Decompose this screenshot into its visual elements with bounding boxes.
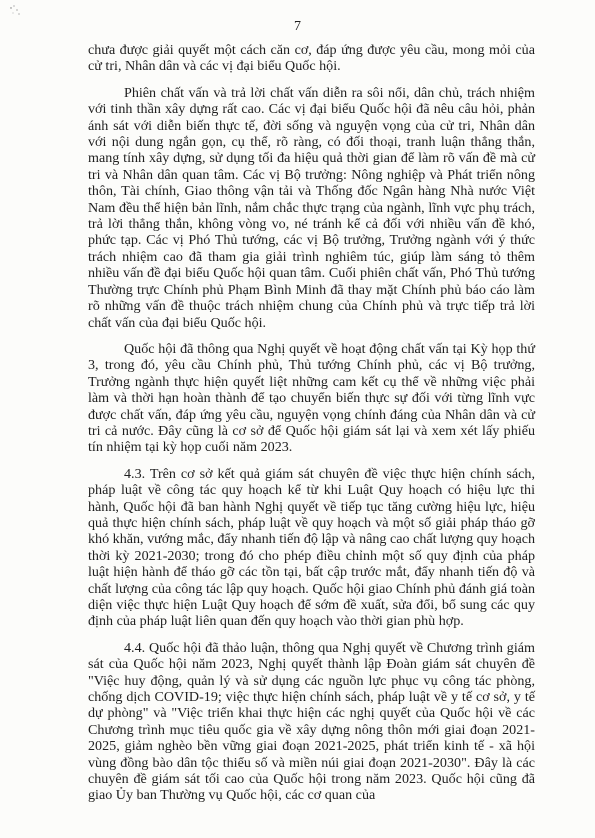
paragraph-resolution-questioning: Quốc hội đã thông qua Nghị quyết về hoạt động chất vấn tại Kỳ họp thứ 3, trong đó, yêu cầu Chính phủ, Thủ tướng Chính phủ, các vị Bộ trưởng, Trưởng ngành thực hiện quyết liệt những cam kết cụ thể về những việc phải làm và thời hạn hoàn thành để tạo chuyển biến thực sự đối với từng lĩnh vực được chất vấn, đáp ứng yêu cầu, nguyện vọng chính đáng của Nhân dân và cử tri cả nước. Đây cũng là cơ sở để Quốc hội giám sát lại và xem xét lấy phiếu tín nhiệm tại kỳ họp cuối năm 2023.	[88, 340, 535, 456]
document-body	[88, 42, 535, 814]
paragraph-section-4-4: 4.4. Quốc hội đã thảo luận, thông qua Nghị quyết về Chương trình giám sát của Quốc hội năm 2023, Nghị quyết thành lập Đoàn giám sát chuyên đề "Việc huy động, quản lý và sử dụng các nguồn lực phục vụ công tác phòng, chống dịch COVID-19; việc thực hiện chính sách, pháp luật về y tế cơ sở, y tế dự phòng" và "Việc triển khai thực hiện các nghị quyết của Quốc hội về các Chương trình mục tiêu quốc gia về xây dựng nông thôn mới giai đoạn 2021-2025, giảm nghèo bền vững giai đoạn 2021-2025, phát triển kinh tế - xã hội vùng đồng bào dân tộc thiểu số và miền núi giai đoạn 2021-2030". Đây là các chuyên đề giám sát tối cao của Quốc hội trong năm 2023. Quốc hội cũng đã giao Ủy ban Thường vụ Quốc hội, các cơ quan của	[88, 639, 535, 804]
paragraph-continuation: chưa được giải quyết một cách căn cơ, đáp ứng được yêu cầu, mong mỏi của cử tri, Nhân dân và các vị đại biểu Quốc hội.	[88, 42, 535, 75]
page-number: 7	[294, 19, 301, 34]
paragraph-section-4-3: 4.3. Trên cơ sở kết quả giám sát chuyên đề việc thực hiện chính sách, pháp luật về công tác quy hoạch kể từ khi Luật Quy hoạch có hiệu lực thi hành, Quốc hội đã ban hành Nghị quyết về tiếp tục tăng cường hiệu lực, hiệu quả thực hiện chính sách, pháp luật về quy hoạch và một số giải pháp tháo gỡ khó khăn, vướng mắc, đẩy nhanh tiến độ lập và nâng cao chất lượng quy hoạch thời kỳ 2021-2030; trong đó cho phép điều chỉnh một số quy định của pháp luật hiện hành để tháo gỡ các tồn tại, bất cập trước mắt, đẩy nhanh tiến độ và chất lượng của công tác lập quy hoạch. Quốc hội giao Chính phủ đánh giá toàn diện việc thực hiện Luật Quy hoạch để sớm đề xuất, sửa đổi, bổ sung các quy định của pháp luật liên quan đến quy hoạch vào thời gian phù hợp.	[88, 465, 536, 630]
scan-speck-mark	[8, 4, 22, 18]
paragraph-question-session: Phiên chất vấn và trả lời chất vấn diễn ra sôi nổi, dân chủ, trách nhiệm với tinh thần xây dựng rất cao. Các vị đại biểu Quốc hội đã nêu câu hỏi, phản ánh sát với diễn biến thực tế, đời sống và nguyện vọng của cử tri, Nhân dân với nội dung ngắn gọn, cụ thể, rõ ràng, có đối thoại, tranh luận thẳng thắn, mang tính xây dựng, sử dụng tối đa hiệu quả thời gian để làm rõ vấn đề mà cử tri và Nhân dân quan tâm. Các vị Bộ trưởng: Nông nghiệp và Phát triển nông thôn, Tài chính, Giao thông vận tải và Thống đốc Ngân hàng Nhà nước Việt Nam đều thể hiện bản lĩnh, nắm chắc thực trạng của ngành, lĩnh vực phụ trách, trả lời thẳng thắn, không vòng vo, né tránh kể cả đối với nhiều vấn đề khó, phức tạp. Các vị Phó Thủ tướng, các vị Bộ trưởng, Trưởng ngành với ý thức trách nhiệm cao đã tham gia giải trình nghiêm túc, giúp làm sáng tỏ thêm nhiều vấn đề đại biểu Quốc hội quan tâm. Cuối phiên chất vấn, Phó Thủ tướng Thường trực Chính phủ Phạm Bình Minh đã thay mặt Chính phủ báo cáo làm rõ những vấn đề thuộc trách nhiệm chung của Chính phủ và trực tiếp trả lời chất vấn của đại biểu Quốc hội.	[88, 84, 535, 331]
